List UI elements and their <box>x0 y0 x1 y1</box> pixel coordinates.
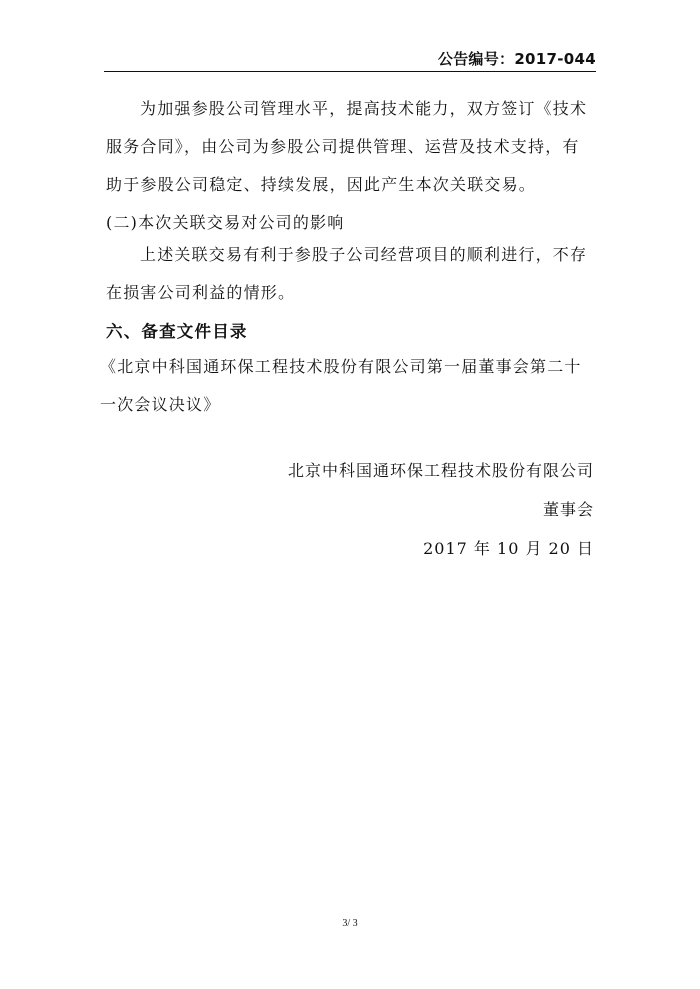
paragraph-impact: 上述关联交易有利于参股子公司经营项目的顺利进行，不存在损害公司利益的情形。 <box>106 245 588 302</box>
signature-date: 2017 年 10 月 20 日 <box>423 539 594 558</box>
subheading-impact: (二)本次关联交易对公司的影响 <box>106 213 345 232</box>
signature-company: 北京中科国通环保工程技术股份有限公司 <box>287 461 594 480</box>
paragraph-documents: 《北京中科国通环保工程技术股份有限公司第一届董事会第二十一次会议决议》 <box>100 357 582 414</box>
paragraph-purpose: 为加强参股公司管理水平，提高技术能力，双方签订《技术服务合同》，由公司为参股公司提供管理、运营及技术支持，有助于参股公司稳定、持续发展，因此产生本次关联交易。 <box>106 99 588 194</box>
page-number: 3/ 3 <box>342 918 358 929</box>
section-six-title: 六、备查文件目录 <box>106 322 248 341</box>
announcement-number: 公告编号：2017-044 <box>437 50 596 68</box>
header-divider <box>104 71 596 72</box>
signature-board: 董事会 <box>542 500 594 519</box>
